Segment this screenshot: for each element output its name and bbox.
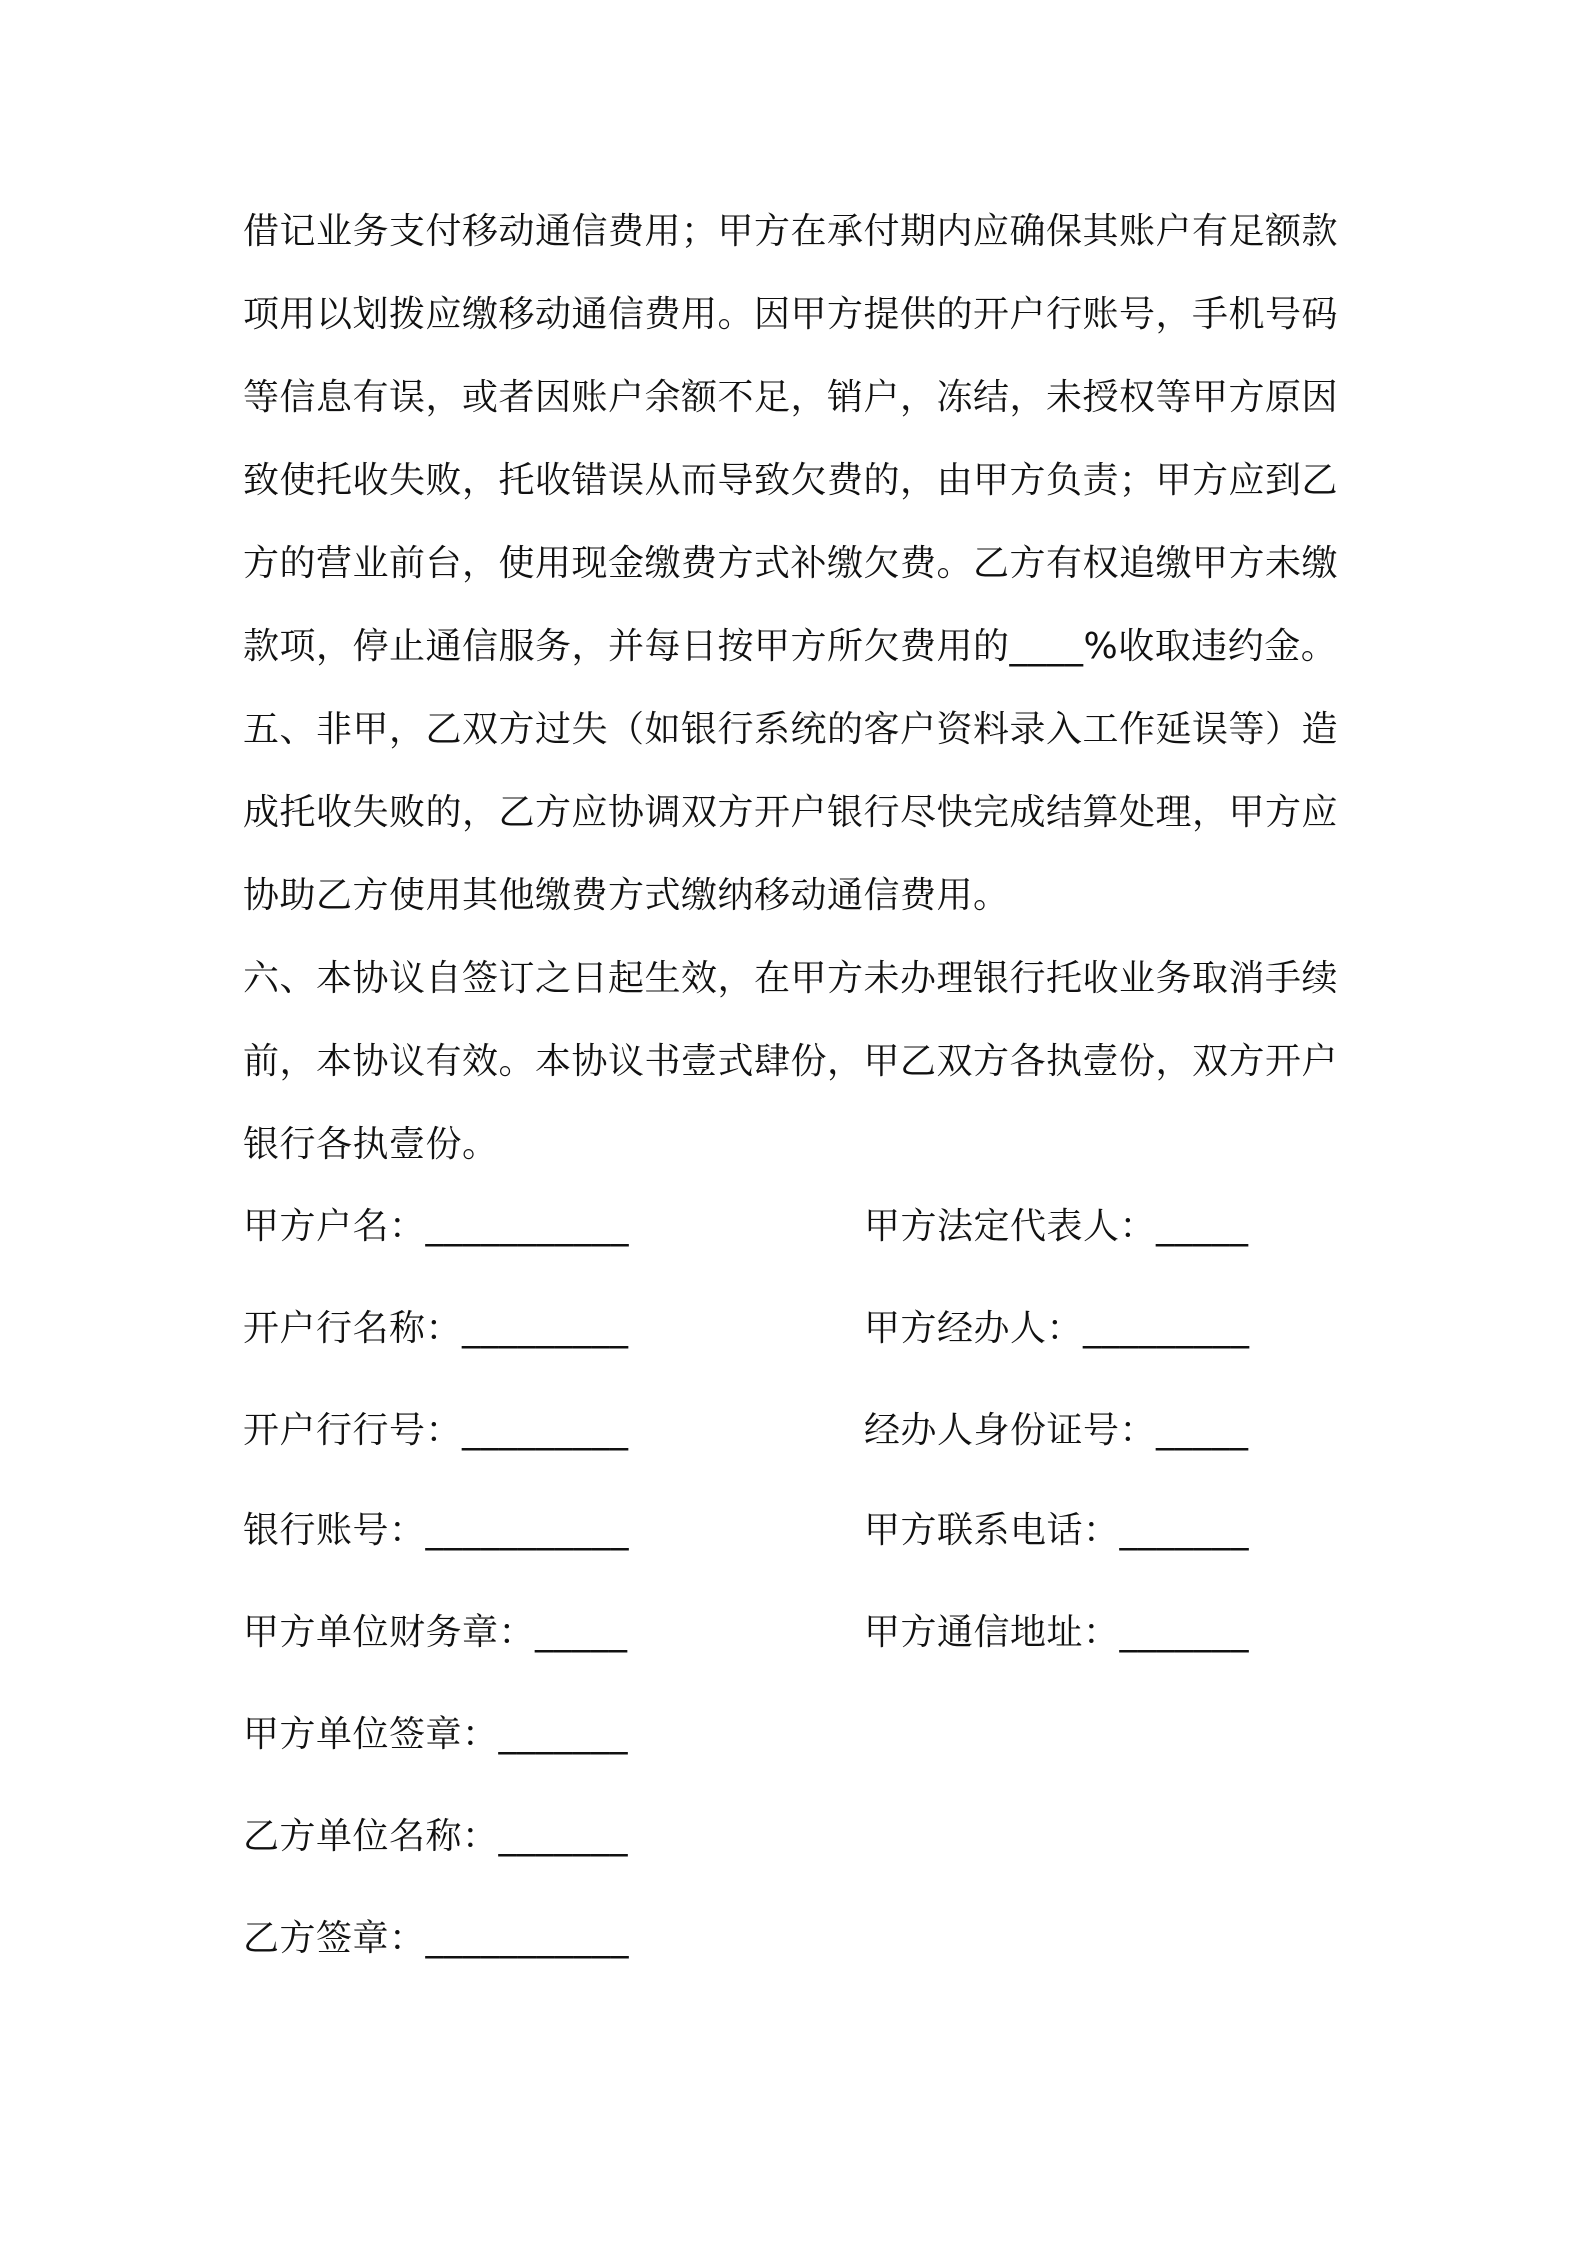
party-b-seal-field: 乙方签章：___________ bbox=[243, 1918, 630, 1959]
clause-line-12: 银行各执壹份。 bbox=[243, 1124, 499, 1165]
clause-line-4: 致使托收失败，托收错误从而导致欠费的，由甲方负责；甲方应到乙 bbox=[243, 460, 1339, 501]
party-b-company-name-field: 乙方单位名称：_______ bbox=[243, 1816, 629, 1857]
bank-name-field: 开户行名称：_________ bbox=[243, 1308, 629, 1349]
clause-line-9: 协助乙方使用其他缴费方式缴纳移动通信费用。 bbox=[243, 875, 1010, 916]
party-a-finance-seal-field: 甲方单位财务章：_____ bbox=[243, 1612, 628, 1653]
clause-line-1: 借记业务支付移动通信费用；甲方在承付期内应确保其账户有足额款 bbox=[243, 211, 1339, 252]
clause-line-11: 前，本协议有效。本协议书壹式肆份，甲乙双方各执壹份，双方开户 bbox=[243, 1041, 1339, 1082]
clause-line-6: 款项，停止通信服务，并每日按甲方所欠费用的____%收取违约金。 bbox=[243, 626, 1338, 667]
clause-line-8: 成托收失败的，乙方应协调双方开户银行尽快完成结算处理，甲方应 bbox=[243, 792, 1339, 833]
party-a-legal-rep-field: 甲方法定代表人：_____ bbox=[864, 1206, 1249, 1247]
agent-id-number-field: 经办人身份证号：_____ bbox=[864, 1410, 1249, 1451]
party-a-agent-field: 甲方经办人：_________ bbox=[864, 1308, 1250, 1349]
clause-line-2: 项用以划拨应缴移动通信费用。因甲方提供的开户行账号，手机号码 bbox=[243, 294, 1339, 335]
party-a-company-seal-field: 甲方单位签章：_______ bbox=[243, 1714, 629, 1755]
party-a-account-name-field: 甲方户名：___________ bbox=[243, 1206, 630, 1247]
clause-line-3: 等信息有误，或者因账户余额不足，销户，冻结，未授权等甲方原因 bbox=[243, 377, 1339, 418]
bank-account-field: 银行账号：___________ bbox=[243, 1510, 630, 1551]
clause-line-5: 方的营业前台，使用现金缴费方式补缴欠费。乙方有权追缴甲方未缴 bbox=[243, 543, 1339, 584]
bank-code-field: 开户行行号：_________ bbox=[243, 1410, 629, 1451]
agreement-clauses bbox=[243, 190, 1363, 1186]
party-a-address-field: 甲方通信地址：_______ bbox=[864, 1612, 1250, 1653]
clause-line-10: 六、本协议自签订之日起生效，在甲方未办理银行托收业务取消手续 bbox=[243, 958, 1339, 999]
clause-line-7: 五、非甲，乙双方过失（如银行系统的客户资料录入工作延误等）造 bbox=[243, 709, 1339, 750]
party-a-phone-field: 甲方联系电话：_______ bbox=[864, 1510, 1250, 1551]
